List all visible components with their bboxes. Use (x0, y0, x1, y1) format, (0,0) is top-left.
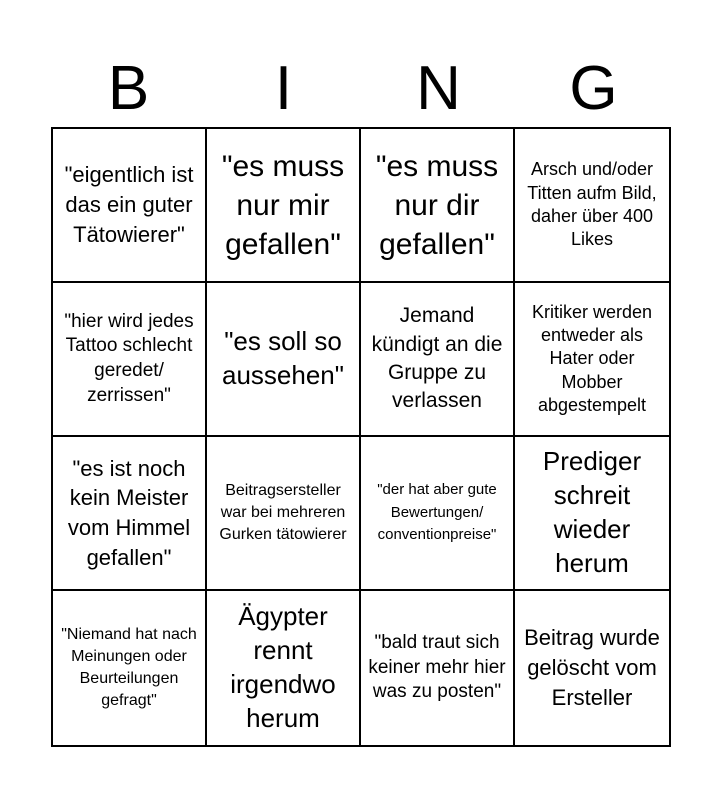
bingo-cell-text: Kritiker werden entweder als Hater oder Mobber abgestempelt (531, 301, 653, 416)
bingo-cell-text: "der hat aber gute Bewertungen/ conventionpreise" (377, 481, 497, 544)
bingo-cell-text: "es ist noch kein Meister vom Himmel gefallen" (67, 455, 191, 570)
bingo-cell-text: Jemand kündigt an die Gruppe zu verlassen (371, 304, 503, 413)
bingo-cell-r2c1[interactable] (53, 283, 207, 437)
bingo-cell-r4c1[interactable] (53, 591, 207, 745)
bingo-cell-r4c3[interactable] (361, 591, 515, 745)
bingo-cell-r3c4[interactable] (515, 437, 669, 591)
bingo-cell-r2c3[interactable] (361, 283, 515, 437)
bingo-cell-r2c4[interactable] (515, 283, 669, 437)
bingo-cell-r4c4[interactable] (515, 591, 669, 745)
header-letter-b: B (107, 54, 150, 123)
bingo-cell-r1c3[interactable] (361, 129, 515, 283)
header-letter-g: G (569, 54, 618, 123)
bingo-cell-r3c3[interactable] (361, 437, 515, 591)
bingo-cell-text: "es muss nur dir gefallen" (375, 149, 499, 261)
bingo-cell-text: Beitragsersteller war bei mehreren Gurken tätowierer (219, 481, 347, 544)
bingo-cell-text: Arsch und/oder Titten aufm Bild, daher über 400 Likes (527, 159, 657, 250)
bingo-cell-text: Ägypter rennt irgendwo herum (230, 601, 336, 733)
bingo-cell-text: "eigentlich ist das ein guter Tätowierer" (64, 162, 194, 247)
bingo-cell-r1c2[interactable] (207, 129, 361, 283)
bingo-cell-text: "es soll so aussehen" (222, 326, 344, 390)
bingo-cell-r4c2[interactable] (207, 591, 361, 745)
bingo-board (51, 127, 671, 747)
bingo-cell-text: "Niemand hat nach Meinungen oder Beurteilungen gefragt" (61, 625, 197, 710)
bingo-cell-text: "bald traut sich keiner mehr hier was zu posten" (368, 631, 506, 703)
bingo-cell-r1c1[interactable] (53, 129, 207, 283)
bingo-cell-r2c2[interactable] (207, 283, 361, 437)
bingo-cell-r3c2[interactable] (207, 437, 361, 591)
bingo-cell-r3c1[interactable] (53, 437, 207, 591)
header-letter-i: I (274, 54, 293, 123)
bingo-header (51, 50, 671, 128)
bingo-cell-text: Beitrag wurde gelöscht vom Ersteller (524, 625, 660, 710)
bingo-cell-text: Prediger schreit wieder herum (542, 446, 642, 578)
bingo-cell-text: "es muss nur mir gefallen" (221, 149, 345, 261)
header-letter-n: N (416, 54, 461, 123)
bingo-cell-r1c4[interactable] (515, 129, 669, 283)
bingo-cell-text: "hier wird jedes Tattoo schlecht geredet/ zerrissen" (64, 310, 194, 406)
